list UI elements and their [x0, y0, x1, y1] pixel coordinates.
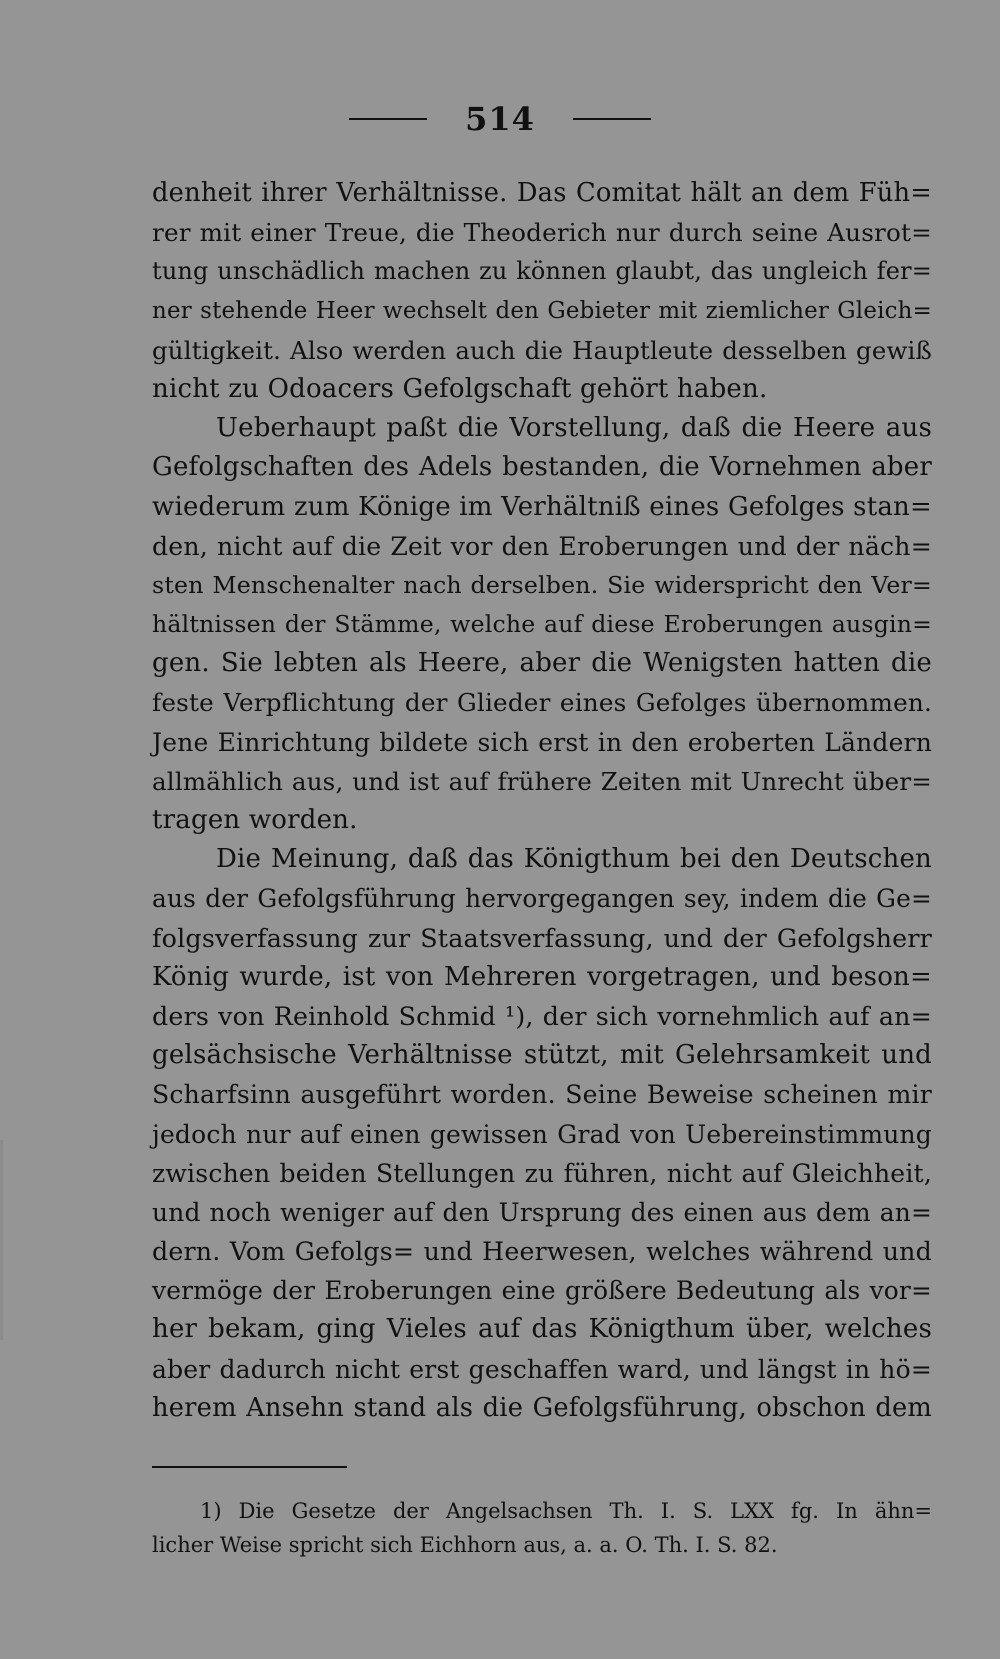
text-line: tragen worden. [152, 805, 358, 835]
text-line: folgsverfassung zur Staatsverfassung, und der Gefolgsherr [152, 922, 932, 953]
header-rule-right [573, 118, 651, 120]
text-line: allmählich aus, und ist auf frühere Zeiten mit Unrecht über= [152, 766, 932, 796]
text-line: Scharfsinn ausgeführt worden. Seine Beweise scheinen mir [152, 1080, 932, 1110]
paragraph-first-line: Ueberhaupt paßt die Vorstellung, daß die Heere aus [216, 413, 932, 444]
text-line: wiederum zum Könige im Verhältniß eines Gefolges stan= [152, 491, 932, 522]
text-line: Jene Einrichtung bildete sich erst in den eroberten Ländern [152, 727, 932, 757]
text-line: gültigkeit. Also werden auch die Hauptleute desselben gewiß [152, 335, 932, 365]
page-number: 514 [465, 100, 535, 138]
text-line: rer mit einer Treue, die Theoderich nur durch seine Ausrot= [152, 218, 932, 248]
body-text [152, 174, 932, 1428]
text-line: und noch weniger auf den Ursprung des einen aus dem an= [152, 1197, 932, 1227]
footnote-divider [152, 1466, 347, 1468]
text-line: her bekam, ging Vieles auf das Königthum über, welches [152, 1314, 932, 1345]
text-line: gelsächsische Verhältnisse stützt, mit Gelehrsamkeit und [152, 1040, 932, 1071]
text-line: dern. Vom Gefolgs= und Heerwesen, welches während und [152, 1237, 932, 1267]
scan-edge-shadow [0, 1140, 3, 1340]
text-line: herem Ansehn stand als die Gefolgsführung, obschon dem [152, 1392, 932, 1423]
text-line: sten Menschenalter nach derselben. Sie widerspricht den Ver= [152, 570, 932, 599]
text-line: denheit ihrer Verhältnisse. Das Comitat hält an dem Füh= [152, 178, 932, 208]
text-line: ner stehende Heer wechselt den Gebieter mit ziemlicher Gleich= [152, 297, 932, 324]
paragraph-first-line: Die Meinung, daß das Königthum bei den Deutschen [216, 844, 932, 875]
text-line: König wurde, ist von Mehreren vorgetragen, und beson= [152, 961, 932, 992]
text-line: den, nicht auf die Zeit vor den Eroberungen und der näch= [152, 531, 932, 561]
text-line: zwischen beiden Stellungen zu führen, nicht auf Gleichheit, [152, 1158, 932, 1188]
footnotes [152, 1494, 932, 1562]
text-line: aber dadurch nicht erst geschaffen ward, und längst in hö= [152, 1354, 932, 1384]
text-line: aus der Gefolgsführung hervorgegangen sey, indem die Ge= [152, 884, 932, 914]
text-line: Gefolgschaften des Adels bestanden, die Vornehmen aber [152, 452, 932, 483]
text-line: gen. Sie lebten als Heere, aber die Wenigsten hatten die [152, 648, 932, 679]
text-line: jedoch nur auf einen gewissen Grad von Uebereinstimmung [152, 1119, 932, 1149]
text-line: nicht zu Odoacers Gefolgschaft gehört haben. [152, 373, 768, 404]
text-line: vermöge der Eroberungen eine größere Bedeutung als vor= [152, 1276, 932, 1306]
text-line: feste Verpflichtung der Glieder eines Gefolges übernommen. [152, 688, 932, 718]
header-rule-left [349, 118, 427, 120]
footnote-line: licher Weise spricht sich Eichhorn aus, a. a. O. Th. I. S. 82. [152, 1533, 778, 1557]
footnote-line: 1) Die Gesetze der Angelsachsen Th. I. S. LXX fg. In ähn= [200, 1499, 932, 1523]
page-header [0, 100, 1000, 138]
text-line: tung unschädlich machen zu können glaubt, das ungleich fer= [152, 257, 932, 286]
text-line: ders von Reinhold Schmid ¹), der sich vornehmlich auf an= [152, 1001, 932, 1031]
text-line: hältnissen der Stämme, welche auf diese Eroberungen ausgin= [152, 610, 932, 639]
